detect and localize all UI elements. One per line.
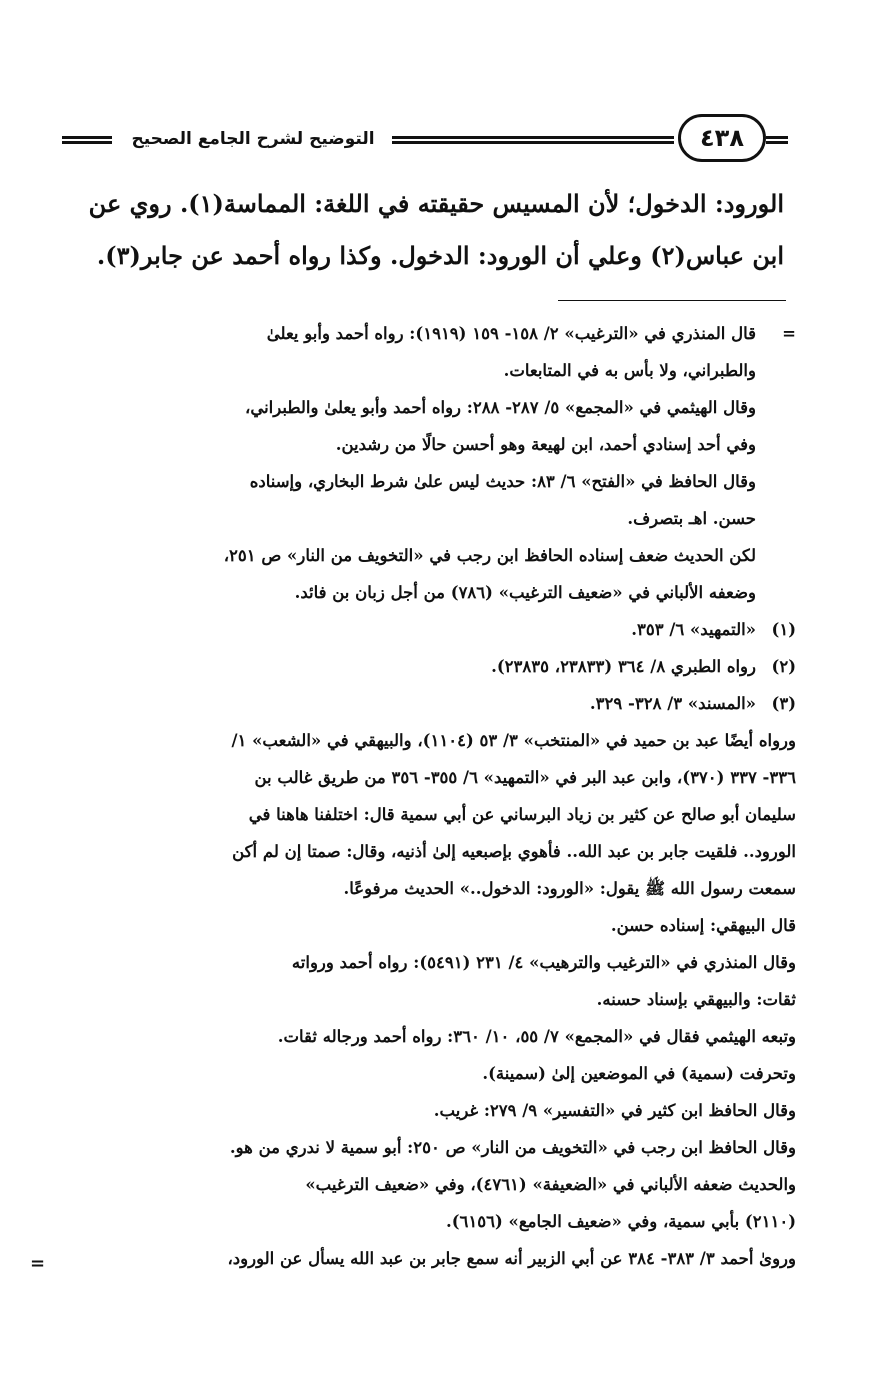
header-rule-right xyxy=(766,136,788,144)
footnote-line: قال المنذري في «الترغيب» ٢/ ١٥٨- ١٥٩ (١٩١٩): رواه أحمد وأبو يعلىٰ xyxy=(266,324,756,343)
running-header xyxy=(50,112,790,168)
footnote-line: ٣٣٦- ٣٣٧ (٣٧٠)، وابن عبد البر في «التمهيد» ٦/ ٣٥٥- ٣٥٦ من طريق غالب بن xyxy=(254,768,796,787)
footnote-line: سمعت رسول الله ﷺ يقول: «الورود: الدخول..» الحديث مرفوعًا. xyxy=(343,879,796,898)
main-text-line: الورود: الدخول؛ لأن المسيس حقيقته في اللغة: المماسة(١). روي عن xyxy=(88,189,784,218)
footnote-line: وقال المنذري في «الترغيب والترهيب» ٤/ ٢٣١ (٥٤٩١): رواه أحمد ورواته xyxy=(291,953,796,972)
footnote-3 xyxy=(42,685,796,722)
footnote-line: لكن الحديث ضعف إسناده الحافظ ابن رجب في «التخويف من النار» ص ٢٥١، xyxy=(223,546,756,565)
footnote-line: والطبراني، ولا بأس به في المتابعات. xyxy=(503,361,756,380)
footnote-2 xyxy=(42,648,796,685)
footnote-line: الورود.. فلقيت جابر بن عبد الله.. فأهوي بإصبعيه إلىٰ أذنيه، وقال: صمتا إن لم أكن xyxy=(232,842,796,861)
main-text-line: ابن عباس(٢) وعلي أن الورود: الدخول. وكذا رواه أحمد عن جابر(٣). xyxy=(96,241,784,270)
footnote-line: وضعفه الألباني في «ضعيف الترغيب» (٧٨٦) من أجل زبان بن فائد. xyxy=(294,583,756,602)
footnote-line: (٢١١٠) بأبي سمية، وفي «ضعيف الجامع» (٦١٥٦). xyxy=(445,1212,796,1231)
continuation-mark: = xyxy=(782,324,796,343)
footnote-line: ثقات: والبيهقي بإسناد حسنه. xyxy=(596,990,796,1009)
footnote-line: ورویٰ أحمد ٣/ ٣٨٣- ٣٨٤ عن أبي الزبير أنه سمع جابر بن عبد الله يسأل عن الورود، xyxy=(227,1249,796,1268)
footnote-line: سليمان أبو صالح عن كثير بن زياد البرساني عن أبي سمية قال: اختلفنا هاهنا في xyxy=(248,805,796,824)
footnote-number: (١) xyxy=(771,620,796,639)
footnote-line: وقال الحافظ ابن كثير في «التفسير» ٩/ ٢٧٩: غريب. xyxy=(433,1101,796,1120)
continuation-mark-end: = xyxy=(30,1253,46,1274)
footnote-line: وتبعه الهيثمي فقال في «المجمع» ٧/ ٥٥، ١٠/ ٣٦٠: رواه أحمد ورجاله ثقات. xyxy=(277,1027,796,1046)
footnote-line: وتحرفت (سمية) في الموضعين إلىٰ (سمينة). xyxy=(482,1064,796,1083)
book-title: التوضيح لشرح الجامع الصحيح xyxy=(131,129,375,149)
page-number: ٤٣٨ xyxy=(678,114,766,162)
footnote-line: قال البيهقي: إسناده حسن. xyxy=(610,916,796,935)
footnote-separator xyxy=(558,300,786,301)
footnote-3-body xyxy=(42,722,796,1277)
footnote-line: وقال الهيثمي في «المجمع» ٥/ ٢٨٧- ٢٨٨: رواه أحمد وأبو يعلىٰ والطبراني، xyxy=(245,398,756,417)
footnote-line: وفي أحد إسنادي أحمد، ابن لهيعة وهو أحسن حالًا من رشدين. xyxy=(335,435,756,454)
footnote-1 xyxy=(42,611,796,648)
footnote-line: وقال الحافظ ابن رجب في «التخويف من النار» ص ٢٥٠: أبو سمية لا ندري من هو. xyxy=(229,1138,796,1157)
footnote-number: (٢) xyxy=(771,657,796,676)
footnote-text: «المسند» ٣/ ٣٢٨- ٣٢٩. xyxy=(589,694,756,713)
main-text xyxy=(60,178,784,282)
footnotes xyxy=(42,315,796,1277)
header-rule-middle xyxy=(392,136,674,144)
footnote-text: رواه الطبري ٨/ ٣٦٤ (٢٣٨٣٣، ٢٣٨٣٥). xyxy=(491,657,756,676)
footnote-line: حسن. اهـ بتصرف. xyxy=(627,509,756,528)
footnote-line: ورواه أيضًا عبد بن حميد في «المنتخب» ٣/ ٥٣ (١١٠٤)، والبيهقي في «الشعب» ١/ xyxy=(231,731,796,750)
footnote-continuation xyxy=(42,315,796,611)
footnote-line: وقال الحافظ في «الفتح» ٦/ ٨٣: حديث ليس علىٰ شرط البخاري، وإسناده xyxy=(249,472,756,491)
footnote-text: «التمهيد» ٦/ ٣٥٣. xyxy=(631,620,756,639)
header-rule-left xyxy=(62,136,112,144)
footnote-line: والحديث ضعفه الألباني في «الضعيفة» (٤٧٦١)، وفي «ضعيف الترغيب» xyxy=(305,1175,796,1194)
footnote-number: (٣) xyxy=(771,694,796,713)
